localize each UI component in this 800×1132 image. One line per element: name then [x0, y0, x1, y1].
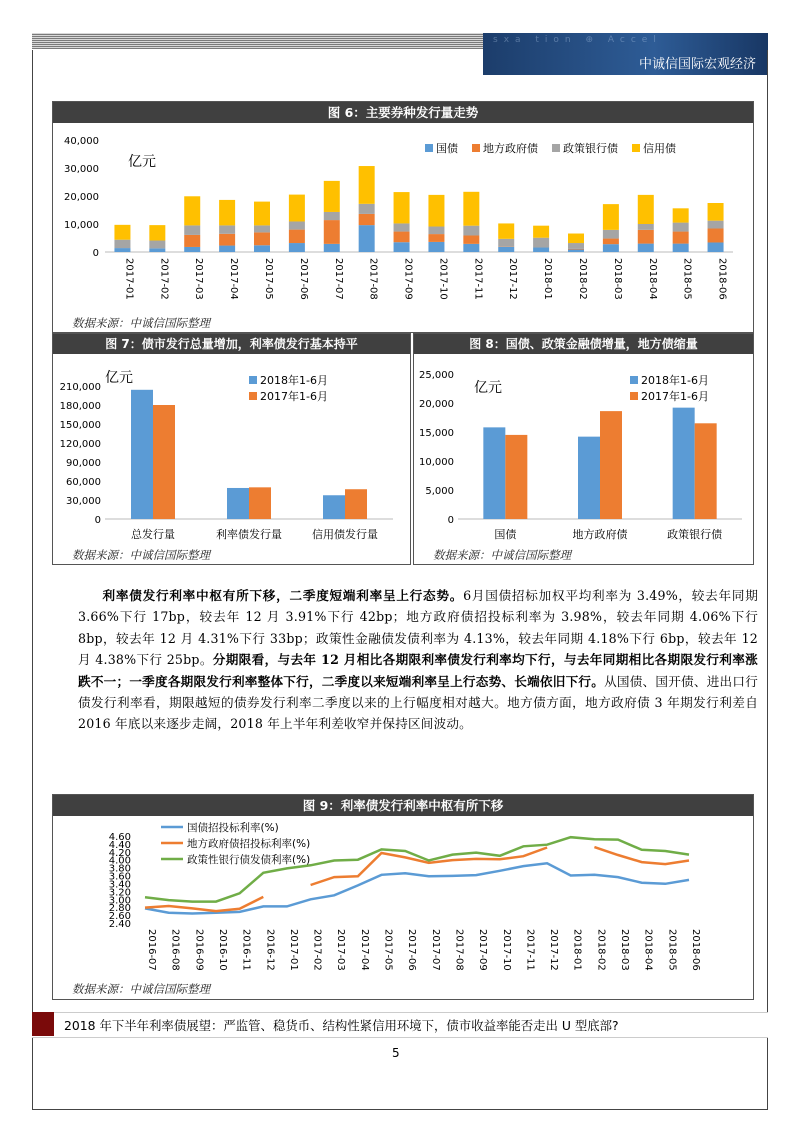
fig6-unit: 亿元 — [128, 154, 156, 170]
fig6-xtick: 2017-11 — [472, 258, 484, 300]
fig6-bar — [184, 235, 200, 247]
fig6-bar — [394, 242, 410, 252]
fig7-bar — [249, 487, 271, 519]
fig6-bar — [324, 244, 340, 252]
fig9-ytick: 4.60 — [108, 832, 131, 843]
fig6-bar — [568, 249, 584, 250]
fig7-ytick: 210,000 — [59, 382, 101, 393]
fig7-title: 图 7：债市发行总量增加，利率债发行基本持平 — [53, 334, 410, 354]
fig6-bar — [708, 228, 724, 242]
fig6-legend-swatch — [425, 144, 433, 152]
fig6-bar — [219, 246, 235, 252]
fig9-xtick: 2017-11 — [524, 929, 536, 971]
fig6-xtick: 2018-05 — [681, 258, 693, 300]
fig6-bar — [428, 242, 444, 252]
fig6-xtick: 2017-04 — [228, 258, 240, 300]
fig6-bar — [394, 232, 410, 243]
fig6-xtick: 2017-02 — [158, 258, 170, 300]
fig7-bar — [131, 390, 153, 519]
fig6-legend-label: 信用债 — [643, 142, 676, 155]
fig6-bar — [359, 166, 375, 204]
fig7-legend-label: 2017年1-6月 — [260, 390, 328, 403]
fig6-bar — [359, 214, 375, 225]
header-band — [483, 33, 768, 75]
fig6-bar — [359, 204, 375, 214]
fig9-xtick: 2018-01 — [571, 929, 583, 971]
fig9-xtick: 2016-10 — [216, 929, 228, 971]
fig6-bar — [708, 203, 724, 221]
paragraph-lead: 利率债发行利率中枢有所下移，二季度短端利率呈上行态势。 — [102, 588, 464, 603]
right-border — [767, 50, 768, 1110]
fig6-bar — [463, 244, 479, 252]
fig6-bar — [149, 225, 165, 240]
fig6-bar — [324, 212, 340, 220]
fig6-bar — [219, 234, 235, 246]
fig6-bar — [603, 244, 619, 252]
fig6-bar — [603, 204, 619, 230]
fig6-bar — [498, 247, 514, 252]
fig6-bar — [114, 248, 130, 252]
fig9-chart — [53, 817, 753, 979]
fig6-bar — [254, 225, 270, 232]
fig7-ytick: 0 — [94, 515, 101, 526]
fig6-bar — [568, 249, 584, 252]
paragraph-rates: 6月国债招标加权平均利率为 3.49%，较去年同期 3.66%下行 17bp，较去年 12 月 3.91%下行 42bp；地方政府债招投标利率为 3.98%，较去年同期 4.06%下行 8bp，较去年 12 月 4.31%下行 33bp；政策性金融债发债利率为 4.13%，较去年同期 4.18%下行 6bp，较去年 12 月 4.38%下行 25bp。 — [78, 588, 758, 668]
fig6-xtick: 2017-06 — [297, 258, 309, 300]
fig6-ytick: 0 — [92, 248, 99, 259]
fig6-bar — [184, 247, 200, 252]
fig8-ytick: 20,000 — [419, 399, 454, 410]
fig8-ytick: 5,000 — [425, 486, 454, 497]
fig6-bar — [568, 234, 584, 244]
fig6-xtick: 2018-06 — [716, 258, 728, 300]
fig6-bar — [673, 223, 689, 232]
fig7-ytick: 30,000 — [66, 496, 101, 507]
fig7-bar — [323, 495, 345, 519]
footer-mark — [32, 1012, 54, 1036]
fig8-legend-label: 2017年1-6月 — [641, 390, 709, 403]
fig6-bar — [359, 225, 375, 252]
fig9-legend-label: 地方政府债招投标利率(%) — [187, 838, 311, 850]
fig7-unit: 亿元 — [105, 370, 133, 386]
fig6-chart — [53, 124, 753, 314]
fig8-ytick: 0 — [447, 515, 454, 526]
fig6-xtick: 2018-01 — [542, 258, 554, 300]
fig9-xtick: 2017-06 — [406, 929, 418, 971]
fig9-title: 图 9：利率债发行利率中枢有所下移 — [53, 795, 753, 816]
fig6-bar — [638, 195, 654, 224]
fig9-xtick: 2018-03 — [619, 929, 631, 971]
fig8-bar — [578, 437, 600, 519]
header-decoration: sxa tion ⊕ Accel — [493, 35, 662, 45]
fig8-ytick: 10,000 — [419, 457, 454, 468]
fig9-xtick: 2017-03 — [335, 929, 347, 971]
fig6-xtick: 2017-10 — [437, 258, 449, 300]
fig6-bar — [603, 239, 619, 245]
fig9-xtick: 2018-02 — [595, 929, 607, 971]
fig6-bar — [254, 232, 270, 245]
fig6-xtick: 2017-09 — [402, 258, 414, 300]
fig6-xtick: 2018-02 — [577, 258, 588, 300]
footer-text: 2018 年下半年利率债展望：严监管、稳货币、结构性紧信用环境下，债市收益率能否走出 U 型底部? — [64, 1018, 619, 1033]
fig6-ytick: 10,000 — [64, 220, 99, 231]
fig9-xtick: 2018-04 — [642, 929, 654, 971]
fig6-bar — [498, 239, 514, 247]
fig7-xtick: 总发行量 — [131, 528, 175, 541]
fig8-legend-label: 2018年1-6月 — [641, 374, 709, 387]
left-border — [32, 50, 33, 1110]
paragraph-tail: 从国债、国开债、进出口行债发行利率看，期限越短的债券发行利率二季度以来的上行幅度相对越大。地方债方面，地方政府债 3 年期发行利差自 2016 年底以来逐步走阔，2018 年上半年利差收窄并保持区间波动。 — [78, 673, 758, 732]
fig7-bar — [345, 489, 367, 519]
fig6-ytick: 20,000 — [64, 192, 99, 203]
fig6-legend-label: 地方政府债 — [483, 142, 538, 155]
fig9-ytick: 3.40 — [108, 879, 131, 891]
fig9-ytick: 3.60 — [108, 871, 131, 883]
fig8-title: 图 8：国债、政策金融债增量，地方债缩量 — [414, 334, 753, 354]
fig8-xtick: 地方政府债 — [572, 528, 628, 541]
fig6-bar — [324, 181, 340, 212]
fig6-legend-swatch — [632, 144, 640, 152]
fig8-xtick: 政策银行债 — [667, 528, 723, 541]
body-paragraph — [78, 585, 758, 735]
fig6-bar — [568, 243, 584, 249]
fig8-unit: 亿元 — [474, 380, 502, 396]
fig9-ytick: 3.80 — [108, 863, 131, 875]
fig9-ytick: 3.20 — [108, 887, 131, 899]
fig6-xtick: 2017-01 — [123, 258, 135, 300]
fig7-bar — [227, 488, 249, 519]
fig6-bar — [114, 225, 130, 240]
fig9-ytick: 4.20 — [108, 847, 131, 859]
paragraph-term: 分期限看，与去年 12 月相比各期限利率债发行利率均下行，与去年同期相比各期限发行利率涨跌不一；一季度各期限发行利率整体下行，二季度以来短端利率呈上行态势、长端依旧下行。 — [78, 652, 758, 689]
fig6-xtick: 2017-03 — [193, 258, 205, 300]
fig9-legend-label: 政策性银行债发债利率(%) — [187, 854, 311, 866]
fig6-bar — [394, 223, 410, 231]
fig9-xtick: 2016-12 — [264, 929, 276, 971]
fig9-ytick: 3.00 — [108, 895, 131, 907]
fig6-xtick: 2017-12 — [507, 258, 519, 300]
bottom-border — [32, 1109, 768, 1110]
fig6-bar — [254, 202, 270, 226]
fig6-bar — [638, 224, 654, 230]
fig6-bar — [708, 221, 724, 229]
fig6-bar — [324, 220, 340, 244]
fig6-legend-swatch — [552, 144, 560, 152]
fig8-bar — [695, 423, 717, 519]
fig6-bar — [673, 208, 689, 222]
fig9-xtick: 2017-08 — [453, 929, 465, 971]
fig6-xtick: 2017-05 — [263, 258, 274, 300]
fig8-bar — [600, 411, 622, 519]
fig6-bar — [673, 244, 689, 252]
fig6-bar — [149, 241, 165, 249]
fig6-xtick: 2017-08 — [367, 258, 379, 300]
fig6-bar — [184, 225, 200, 235]
fig6-bar — [219, 225, 235, 233]
fig9-xtick: 2017-09 — [477, 929, 489, 971]
fig6-bar — [603, 230, 619, 239]
fig7-ytick: 150,000 — [59, 420, 101, 431]
fig6-bar — [708, 242, 724, 252]
fig6-bar — [673, 232, 689, 244]
fig6-bar — [428, 227, 444, 235]
fig6-bar — [463, 226, 479, 236]
fig6-bar — [463, 192, 479, 226]
fig9-ytick: 2.40 — [108, 919, 131, 930]
fig6-bar — [219, 200, 235, 225]
fig9-xtick: 2017-01 — [287, 929, 299, 971]
fig7-ytick: 120,000 — [59, 439, 101, 450]
fig6-bar — [533, 248, 549, 252]
fig7-legend-swatch — [249, 392, 257, 400]
fig8-ytick: 15,000 — [419, 428, 454, 439]
fig7-legend-label: 2018年1-6月 — [260, 374, 328, 387]
fig6-bar — [638, 230, 654, 244]
fig9-xtick: 2016-08 — [169, 929, 181, 971]
fig8-ytick: 25,000 — [419, 370, 454, 381]
fig6-bar — [428, 234, 444, 242]
fig9-xtick: 2016-11 — [240, 929, 252, 971]
fig6-bar — [533, 226, 549, 238]
fig6-source: 数据来源：中诚信国际整理 — [72, 316, 210, 330]
fig7-legend-swatch — [249, 376, 257, 384]
fig7-bar — [153, 405, 175, 519]
fig6-bar — [289, 221, 305, 229]
page-number: 5 — [392, 1046, 400, 1060]
fig9-xtick: 2018-06 — [690, 929, 701, 971]
fig8-bar — [483, 427, 505, 519]
fig8-xtick: 国债 — [494, 528, 517, 541]
fig8-legend-swatch — [630, 392, 638, 400]
fig7-ytick: 90,000 — [66, 458, 101, 469]
fig6-bar — [428, 195, 444, 227]
fig9-xtick: 2017-07 — [429, 929, 441, 971]
fig9-xtick: 2018-05 — [666, 929, 678, 971]
fig9-xtick: 2016-09 — [193, 929, 205, 971]
fig9-xtick: 2017-04 — [358, 929, 370, 971]
fig7-ytick: 60,000 — [66, 477, 101, 488]
fig9-ytick: 4.40 — [108, 839, 131, 851]
fig6-title: 图 6：主要券种发行量走势 — [53, 102, 753, 123]
fig9-series-line — [145, 863, 689, 913]
fig7-source: 数据来源：中诚信国际整理 — [72, 548, 210, 562]
fig9-legend-label: 国债招投标利率(%) — [187, 822, 279, 834]
fig6-ytick: 40,000 — [64, 136, 99, 147]
fig7-xtick: 信用债发行量 — [312, 528, 378, 541]
fig8-bar — [673, 408, 695, 519]
fig6-xtick: 2017-07 — [332, 258, 344, 300]
fig6-xtick: 2018-03 — [611, 258, 623, 300]
fig6-bar — [289, 195, 305, 222]
fig8-source: 数据来源：中诚信国际整理 — [433, 548, 571, 562]
fig6-bar — [114, 240, 130, 248]
fig6-bar — [184, 196, 200, 225]
fig6-ytick: 30,000 — [64, 164, 99, 175]
fig6-bar — [289, 243, 305, 252]
fig9-source: 数据来源：中诚信国际整理 — [72, 982, 210, 996]
fig7-xtick: 利率债发行量 — [216, 528, 282, 541]
fig9-xtick: 2017-02 — [311, 929, 323, 971]
fig9-xtick: 2017-05 — [382, 929, 394, 971]
fig6-bar — [533, 238, 549, 248]
fig6-legend-swatch — [472, 144, 480, 152]
fig9-ytick: 2.80 — [108, 903, 131, 915]
fig6-bar — [638, 244, 654, 252]
fig9-xtick: 2017-12 — [548, 929, 560, 971]
fig6-legend-label: 国债 — [436, 142, 458, 155]
fig9-xtick: 2017-10 — [500, 929, 512, 971]
fig6-legend-label: 政策银行债 — [563, 142, 618, 155]
fig6-bar — [289, 230, 305, 243]
fig9-xtick: 2016-07 — [146, 929, 157, 971]
fig8-chart — [414, 356, 753, 546]
fig6-bar — [149, 248, 165, 252]
header-title: 中诚信国际宏观经济 — [638, 57, 756, 72]
fig6-bar — [254, 245, 270, 252]
fig7-ytick: 180,000 — [59, 401, 101, 412]
fig9-ytick: 2.60 — [108, 911, 131, 923]
fig9-ytick: 4.00 — [108, 855, 131, 867]
fig6-bar — [498, 223, 514, 238]
fig8-bar — [505, 435, 527, 519]
fig6-bar — [463, 235, 479, 243]
fig6-bar — [394, 192, 410, 223]
fig8-legend-swatch — [630, 376, 638, 384]
fig7-chart — [53, 356, 410, 546]
fig6-xtick: 2018-04 — [646, 258, 658, 300]
